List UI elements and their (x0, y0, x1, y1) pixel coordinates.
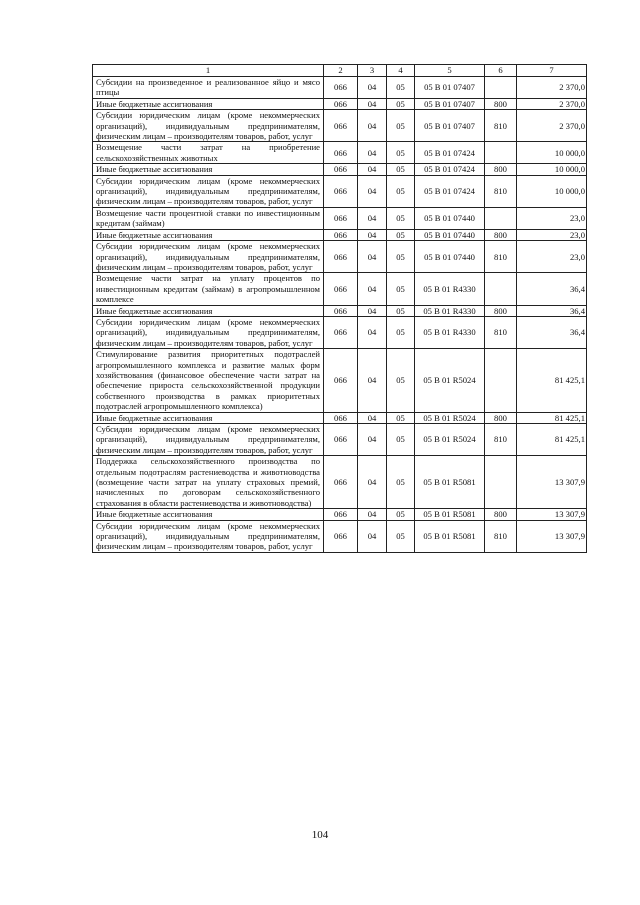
subsection-code-cell: 05 (387, 316, 415, 348)
subsection-code-cell: 05 (387, 273, 415, 305)
section-code-cell: 04 (358, 424, 387, 456)
grbs-code-cell: 066 (324, 110, 358, 142)
expense-type-cell: 810 (485, 241, 517, 273)
amount-cell: 2 370,0 (517, 110, 587, 142)
grbs-code-cell: 066 (324, 509, 358, 520)
amount-cell: 2 370,0 (517, 98, 587, 109)
target-article-cell: 05 В 01 R5024 (415, 424, 485, 456)
amount-cell: 10 000,0 (517, 164, 587, 175)
amount-cell: 36,4 (517, 305, 587, 316)
table-row (93, 520, 587, 552)
subsection-code-cell: 05 (387, 520, 415, 552)
grbs-code-cell: 066 (324, 142, 358, 164)
subsection-code-cell: 05 (387, 241, 415, 273)
target-article-cell: 05 В 01 07424 (415, 142, 485, 164)
amount-cell: 23,0 (517, 229, 587, 240)
row-name-cell: Субсидии юридическим лицам (кроме некоммерческих организаций), индивидуальным предпринимателям, физическим лицам – производителям товаров, работ, услуг (93, 316, 324, 348)
row-name-cell: Иные бюджетные ассигнования (93, 305, 324, 316)
section-code-cell: 04 (358, 349, 387, 412)
target-article-cell: 05 В 01 R5024 (415, 349, 485, 412)
target-article-cell: 05 В 01 R5081 (415, 509, 485, 520)
grbs-code-cell: 066 (324, 241, 358, 273)
expense-type-cell: 810 (485, 110, 517, 142)
target-article-cell: 05 В 01 07407 (415, 77, 485, 99)
section-code-cell: 04 (358, 142, 387, 164)
column-number: 5 (415, 65, 485, 77)
table-row (93, 77, 587, 99)
expense-type-cell (485, 142, 517, 164)
section-code-cell: 04 (358, 110, 387, 142)
row-name-cell: Возмещение части затрат на приобретение сельскохозяйственных животных (93, 142, 324, 164)
expense-type-cell: 810 (485, 424, 517, 456)
grbs-code-cell: 066 (324, 77, 358, 99)
expense-type-cell: 800 (485, 98, 517, 109)
section-code-cell: 04 (358, 305, 387, 316)
section-code-cell: 04 (358, 316, 387, 348)
section-code-cell: 04 (358, 520, 387, 552)
row-name-cell: Субсидии юридическим лицам (кроме некоммерческих организаций), индивидуальным предпринимателям, физическим лицам – производителям товаров, работ, услуг (93, 424, 324, 456)
table-row (93, 175, 587, 207)
table-row (93, 456, 587, 509)
section-code-cell: 04 (358, 77, 387, 99)
expense-type-cell: 800 (485, 509, 517, 520)
row-name-cell: Субсидии на произведенное и реализованное яйцо и мясо птицы (93, 77, 324, 99)
column-number: 2 (324, 65, 358, 77)
row-name-cell: Иные бюджетные ассигнования (93, 509, 324, 520)
page-number: 104 (311, 829, 329, 841)
section-code-cell: 04 (358, 412, 387, 423)
subsection-code-cell: 05 (387, 98, 415, 109)
row-name-cell: Субсидии юридическим лицам (кроме некоммерческих организаций), индивидуальным предпринимателям, физическим лицам – производителям товаров, работ, услуг (93, 520, 324, 552)
section-code-cell: 04 (358, 229, 387, 240)
table-row (93, 142, 587, 164)
expense-type-cell: 800 (485, 164, 517, 175)
target-article-cell: 05 В 01 R5081 (415, 456, 485, 509)
table-row (93, 229, 587, 240)
target-article-cell: 05 В 01 07424 (415, 175, 485, 207)
section-code-cell: 04 (358, 98, 387, 109)
subsection-code-cell: 05 (387, 164, 415, 175)
expense-type-cell (485, 273, 517, 305)
row-name-cell: Поддержка сельскохозяйственного производства по отдельным подотраслям растениеводства и животноводства (возмещение части затрат на уплату страховых премий, начисленных по договорам сельскохозяйственного страхования в области растениеводства и животноводства) (93, 456, 324, 509)
amount-cell: 10 000,0 (517, 142, 587, 164)
section-code-cell: 04 (358, 207, 387, 229)
expense-type-cell: 810 (485, 520, 517, 552)
amount-cell: 13 307,9 (517, 509, 587, 520)
table-row (93, 305, 587, 316)
expense-type-cell: 800 (485, 412, 517, 423)
row-name-cell: Стимулирование развития приоритетных подотраслей агропромышленного комплекса и развитие малых форм хозяйствования (финансовое обеспечение части затрат на обеспечение прироста сельскохозяйственной продукции собственного производства в рамках приоритетных подотраслей агропромышленного комплекса) (93, 349, 324, 412)
grbs-code-cell: 066 (324, 316, 358, 348)
expense-type-cell: 800 (485, 305, 517, 316)
grbs-code-cell: 066 (324, 98, 358, 109)
section-code-cell: 04 (358, 164, 387, 175)
target-article-cell: 05 В 01 R4330 (415, 316, 485, 348)
amount-cell: 81 425,1 (517, 349, 587, 412)
target-article-cell: 05 В 01 R5081 (415, 520, 485, 552)
table-row (93, 412, 587, 423)
budget-table (92, 64, 587, 553)
table-row (93, 98, 587, 109)
subsection-code-cell: 05 (387, 305, 415, 316)
table-row (93, 424, 587, 456)
subsection-code-cell: 05 (387, 175, 415, 207)
row-name-cell: Субсидии юридическим лицам (кроме некоммерческих организаций), индивидуальным предпринимателям, физическим лицам – производителям товаров, работ, услуг (93, 241, 324, 273)
table-row (93, 164, 587, 175)
section-code-cell: 04 (358, 509, 387, 520)
column-number: 6 (485, 65, 517, 77)
target-article-cell: 05 В 01 07407 (415, 110, 485, 142)
grbs-code-cell: 066 (324, 164, 358, 175)
subsection-code-cell: 05 (387, 349, 415, 412)
subsection-code-cell: 05 (387, 110, 415, 142)
grbs-code-cell: 066 (324, 273, 358, 305)
amount-cell: 2 370,0 (517, 77, 587, 99)
section-code-cell: 04 (358, 175, 387, 207)
row-name-cell: Иные бюджетные ассигнования (93, 229, 324, 240)
column-number: 7 (517, 65, 587, 77)
table-row (93, 316, 587, 348)
subsection-code-cell: 05 (387, 77, 415, 99)
amount-cell: 13 307,9 (517, 520, 587, 552)
section-code-cell: 04 (358, 273, 387, 305)
column-number: 4 (387, 65, 415, 77)
amount-cell: 13 307,9 (517, 456, 587, 509)
expense-type-cell: 810 (485, 175, 517, 207)
amount-cell: 36,4 (517, 316, 587, 348)
grbs-code-cell: 066 (324, 424, 358, 456)
table-row (93, 509, 587, 520)
row-name-cell: Иные бюджетные ассигнования (93, 412, 324, 423)
subsection-code-cell: 05 (387, 412, 415, 423)
expense-type-cell (485, 207, 517, 229)
expense-type-cell (485, 349, 517, 412)
table-row (93, 273, 587, 305)
amount-cell: 81 425,1 (517, 412, 587, 423)
section-code-cell: 04 (358, 241, 387, 273)
subsection-code-cell: 05 (387, 509, 415, 520)
table-row (93, 110, 587, 142)
expense-type-cell (485, 77, 517, 99)
subsection-code-cell: 05 (387, 142, 415, 164)
row-name-cell: Иные бюджетные ассигнования (93, 164, 324, 175)
grbs-code-cell: 066 (324, 207, 358, 229)
expense-type-cell (485, 456, 517, 509)
subsection-code-cell: 05 (387, 207, 415, 229)
grbs-code-cell: 066 (324, 305, 358, 316)
column-number: 1 (93, 65, 324, 77)
row-name-cell: Возмещение части затрат на уплату процентов по инвестиционным кредитам (займам) в агропромышленном комплексе (93, 273, 324, 305)
target-article-cell: 05 В 01 07440 (415, 241, 485, 273)
expense-type-cell: 800 (485, 229, 517, 240)
column-number-row (93, 65, 587, 77)
grbs-code-cell: 066 (324, 229, 358, 240)
expense-type-cell: 810 (485, 316, 517, 348)
grbs-code-cell: 066 (324, 349, 358, 412)
column-number: 3 (358, 65, 387, 77)
amount-cell: 23,0 (517, 207, 587, 229)
grbs-code-cell: 066 (324, 412, 358, 423)
amount-cell: 23,0 (517, 241, 587, 273)
grbs-code-cell: 066 (324, 175, 358, 207)
target-article-cell: 05 В 01 07440 (415, 207, 485, 229)
target-article-cell: 05 В 01 07407 (415, 98, 485, 109)
target-article-cell: 05 В 01 07424 (415, 164, 485, 175)
grbs-code-cell: 066 (324, 456, 358, 509)
amount-cell: 36,4 (517, 273, 587, 305)
table-row (93, 241, 587, 273)
amount-cell: 81 425,1 (517, 424, 587, 456)
row-name-cell: Субсидии юридическим лицам (кроме некоммерческих организаций), индивидуальным предпринимателям, физическим лицам – производителям товаров, работ, услуг (93, 110, 324, 142)
subsection-code-cell: 05 (387, 229, 415, 240)
grbs-code-cell: 066 (324, 520, 358, 552)
target-article-cell: 05 В 01 07440 (415, 229, 485, 240)
target-article-cell: 05 В 01 R4330 (415, 305, 485, 316)
section-code-cell: 04 (358, 456, 387, 509)
target-article-cell: 05 В 01 R4330 (415, 273, 485, 305)
target-article-cell: 05 В 01 R5024 (415, 412, 485, 423)
amount-cell: 10 000,0 (517, 175, 587, 207)
subsection-code-cell: 05 (387, 456, 415, 509)
row-name-cell: Субсидии юридическим лицам (кроме некоммерческих организаций), индивидуальным предпринимателям, физическим лицам – производителям товаров, работ, услуг (93, 175, 324, 207)
row-name-cell: Иные бюджетные ассигнования (93, 98, 324, 109)
row-name-cell: Возмещение части процентной ставки по инвестиционным кредитам (займам) (93, 207, 324, 229)
subsection-code-cell: 05 (387, 424, 415, 456)
table-row (93, 207, 587, 229)
table-row (93, 349, 587, 412)
